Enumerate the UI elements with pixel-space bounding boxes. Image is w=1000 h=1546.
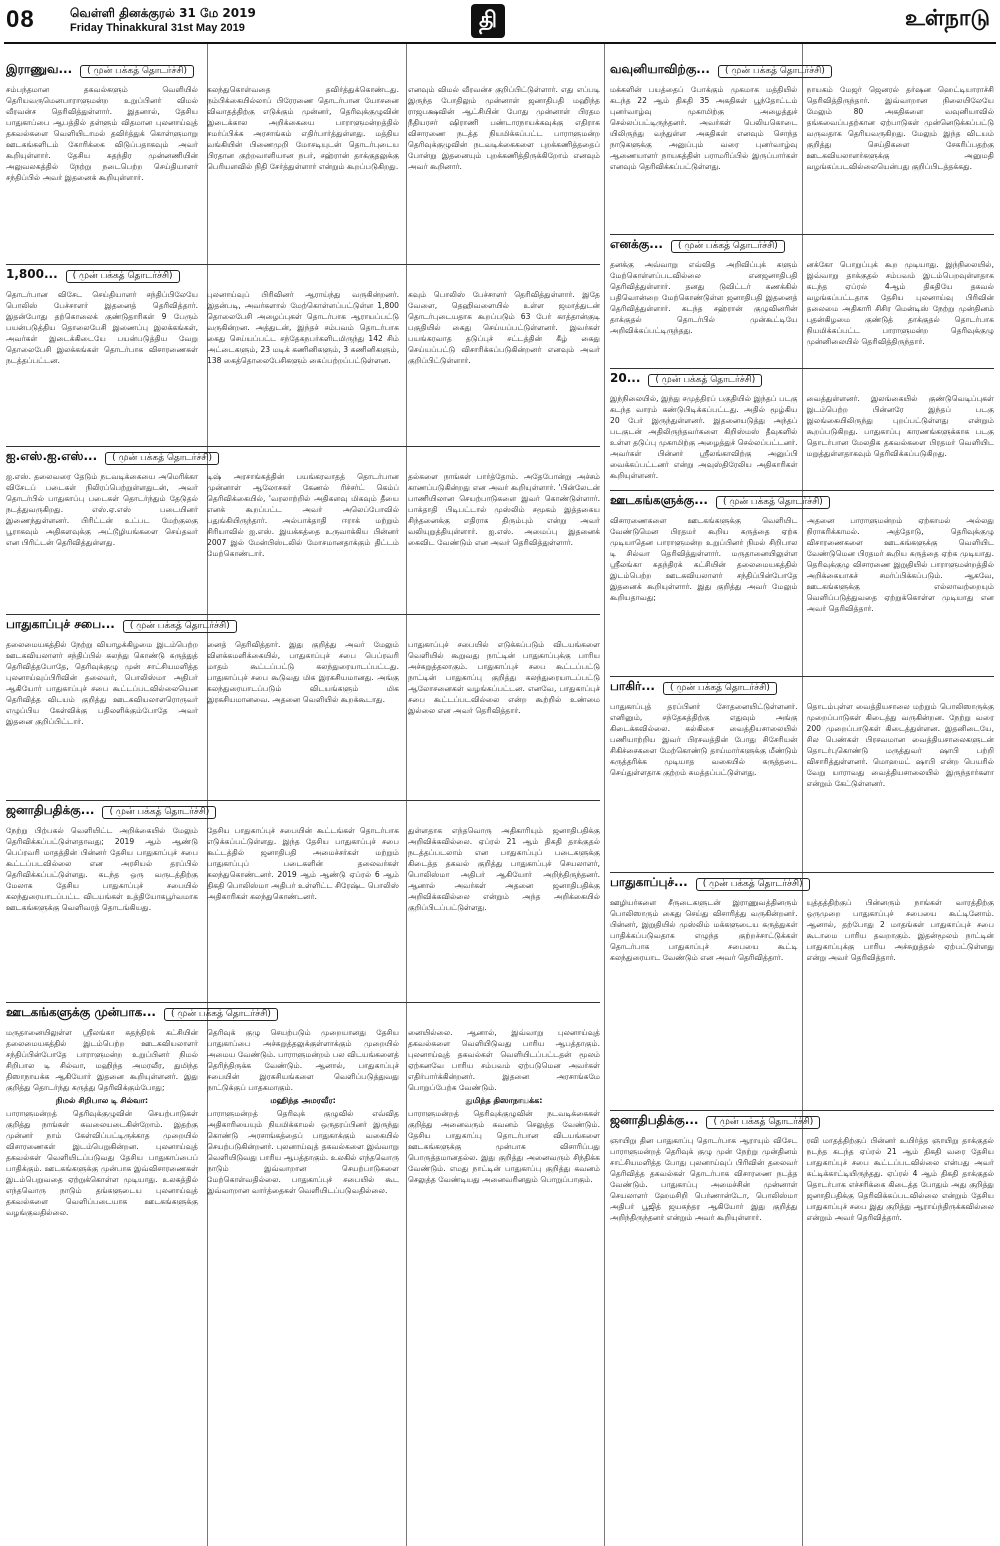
article-title: 20... (610, 371, 641, 385)
continuation-tag: ( முன் பக்கத் தொடர்ச்சி) (648, 374, 762, 387)
article-janaadhipathikku (6, 800, 600, 997)
page-number: 08 (6, 6, 35, 33)
continuation-tag: ( முன் பக்கத் தொடர்ச்சி) (123, 620, 237, 633)
article-body: எனவும் விமல் வீரவன்ச குறிப்பிட்டுள்ளார். எது எப்படி இருந்த போதிலும் முன்னாள் ஜனாதிபதி மஹிந்த ராஜபக்ஷவின் ஆட்சியின் போது முன்னாள் பிரதம நீதியரசர் ஷிராணி பண்டாரநாயக்கவுக்கு எதிராக விசாரணை நடத்த நியமிக்கப்பட்ட பாராளுமன்ற தெரிவுக்குழுவின் நடவடிக்கைகளை புறக்கணித்ததைப் போன்று இதனையும் புறக்கணித்திருக்கிறோம் எனவும் அவர் கூறினார். (408, 85, 600, 171)
article-vavuniya (610, 60, 994, 230)
article-paakir (610, 676, 994, 869)
article-title: வவுனியாவிற்கு... (610, 62, 710, 76)
article-body: தேசிய பாதுகாப்புச் சபையின் கூட்டங்கள் தொடர்பாக எடுக்கப்பட்டுள்ளது. இந்த தேசிய பாதுகாப்புச் சபை கூட்டத்தில் ஜனாதிபதி அமைச்சர்கள் மற்றும் பாதுகாப்புப் படைகளின் தலைவர்கள் கலந்துகொண்டனர். 2019 ஆம் ஆண்டு ஏப்ரல் 6 ஆம் திகதி பொலிஸ்மா அதிபர் உள்ளிட்ட சிரேஷ்ட பொலிஸ் அதிகாரிகள் கலந்துகொண்டனர். (207, 826, 399, 901)
article-body: மக்களின் பயத்தைப் போக்கும் முகமாக மத்தியில் கடந்த 22 ஆம் திகதி 35 அகதிகள் பூந்தோட்டம் புனர்வாழ்வு முகாமிற்கு அழைத்துச் செல்லப்பட்டிருந்தனர். அவர்கள் பெலியகொடை யிலிருந்து வந்துள்ள அகதிகள் எனவும் சொந்த நாடுகளுக்கு அனுப்பும் வரை புனர்வாழ்வு ஆணையாளர் நாயகத்தின் பராமரிப்பில் இருப்பார்கள் எனவும் தெரிவிக்கப்பட்டுள்ளது. (610, 85, 798, 171)
continuation-tag: ( முன் பக்கத் தொடர்ச்சி) (671, 240, 785, 253)
newspaper-logo: தி (471, 4, 505, 38)
article-body: புலனாய்வுப் பிரிவினர் ஆராய்ந்து வருகின்றனர். இதன்படி, அவர்களால் மேற்கொள்ளப்பட்டுள்ள 1,800 தொலைபேசி அழைப்புகள் தொடர்பாக ஆராயப்பட்டு வருகின்றன. அத்துடன், இந்தச் சம்பவம் தொடர்பாக கைது செய்யப்பட்ட சந்தேகநபர்களிடமிருந்து 142 சிம் அட்டைகளும், 23 மடிக் கணினிகளும், 3 கணினிகளும், 138 கைத்தொலைபேசிகளும் கைப்பற்றப்பட்டுள்ளன. (207, 290, 399, 365)
article-body: னையில்லை. ஆனால், இவ்வாறு புலனாய்வுத் தகவல்களை வெளியிடுவது பாரிய ஆபத்தாகும். புலனாய்வுத் தகவல்கள் வெளியிடப்பட்டதன் மூலம் ஏற்கனவே பாரிய சம்பவம் ஏற்படுமென அவர்கள் எதிர்பார்க்கின்றனர். இதனை அரசாங்கமே பொறுப்பேற்க வேண்டும். (408, 1028, 600, 1092)
article-body: தல்களை நாங்கள் பார்த்தோம். அதேபோன்று அச்சம் காணப்படுகின்றது என அவர் கூறியுள்ளார். 'பின்லேடன் பாணியிலான செயற்பாடுகளை இவர் கொண்டுள்ளார். பாக்தாதி பிடிபட்டால் முஸ்லிம் சமூகம் இத்தகைய சிந்தனைக்கு எதிராக திரும்பும் என்று அவர் வலியுறுத்தியுள்ளார். ஐ.எஸ். அமைப்பு இதனைக் கைவிட வேண்டும் என அவர் தெரிவித்துள்ளார். (408, 472, 600, 547)
article-body: ஊழியர்களை சீருடைகளுடன் இராணுவத்தினரும் பொலிஸாரும் கைது செய்து விசாரித்து வருகின்றனர். பின்னர், இறுதியில் முஸ்லிம் மக்களுடைய கருத்துகள் பாதிக்கப்படுவதாக எழுந்த குற்றச்சாட்டுக்கள் தொடர்பாக பாதுகாப்புச் சபையை கூட்டி கலந்துரையாட வேண்டும் என அவர் தெரிவித்தார். (610, 898, 798, 962)
article-udakangal-munbaaga (6, 1002, 600, 1543)
article-body: நாயகம் மேஜர் ஜெனரல் தர்ஷன ஹெட்டியாராச்சி தெரிவித்திருந்தார். இவ்வாறான நிலையிலேயே மேலும் 80 அகதிகளை வவுனியாவில் தங்கவைப்பதற்கான ஏற்பாடுகள் முன்னெடுக்கப்பட்டு வருவதாக தெரியவருகிறது. மேலும் இந்த விடயம் குறித்து செய்திகளை சேகரிப்பதற்கு ஊடகவியலாளர்களுக்கு அனுமதி வழங்கப்படவில்லையென்பது குறிப்பிடத்தக்கது. (806, 85, 994, 171)
article-title: எனக்கு... (610, 237, 663, 251)
masthead (0, 0, 1000, 44)
article-paadhukaappu-sabai (6, 614, 600, 795)
section-title: உள்நாடு (904, 6, 990, 31)
article-body: பாராளுமன்றத் தெரிவுக்குழுவின் செயற்பாடுகள் குறித்து நாங்கள் கவலையடைகின்றோம். இதற்கு முன்னர் நாம் கேள்விப்பட்டிருக்காத முறையில் விசாரணைகள் இடம்பெறுகின்றன. புலனாய்வுத் தகவல்கள் வெளியிடப்படுவது தேசிய பாதுகாப்பைப் பாதிக்கும். ஊடகங்களுக்கு முன்பாக இவ்விசாரணைகள் இடம்பெறுவதை ஏற்றுக்கொள்ள முடியாது. உலகத்தில் எந்தவொரு நாடும் தங்களுடைய புலனாய்வுத் தகவல்களை வெளிப்படையாக ஊடகங்களுக்கு வழங்குவதில்லை. (6, 1109, 198, 1217)
article-body: டிஷ் அரசாங்கத்தின் பயங்கரவாதத் தொடர்பான முன்னாள் ஆலோசகர் கேணல் ரிச்சர்ட் கெம்ப் தெரிவிக்கையில், 'வரலாற்றில் அதிகளவு மிகவும் தீயை எனக் கூறப்பட்ட அவர் அலெப்போவில் பதுங்கியிருந்தார். அல்பாக்தாதி ஈராக் மற்றும் சிரியாவில் ஐ.எஸ். இயக்கத்தை உருவாக்கிய பின்னர் 2007 இல் மேன்பிஸ்டலில் மோசமானதாக்கும் திட்டம் மேற்கொண்டார். (207, 472, 399, 558)
article-body: பாராளுமன்றத் தெரிவுக்குழுவின் நடவடிக்கைகள் குறித்து அனைவரும் கவனம் செலுத்த வேண்டும். தேசிய பாதுகாப்பு தொடர்பான விடயங்களை ஊடகங்களுக்கு முன்பாக விசாரிப்பது பொருத்தமானதல்ல. இது குறித்து அனைவரும் சிந்திக்க வேண்டும். எமது நாட்டின் பாதுகாப்பு குறித்து கவனம் செலுத்த வேண்டியது அனைவரினதும் பொறுப்பாகும். (408, 1109, 600, 1184)
paper-date-english: Friday Thinakkural 31st May 2019 (70, 22, 245, 34)
speaker-subhead: மஹிந்த அமரவீர: (270, 1096, 336, 1105)
article-body: பாதுகாப்புத் தரப்பினர் சோதனையிட்டுள்ளனர். எனினும், சந்தேகத்திற்கு எதுவும் அங்கு கிடைக்கவில்லை. கல்கிசை வைத்தியசாலையில் பணியாற்றிய இவர் பிரசவத்தின் போது சிசேரியன் சிகிச்சைகளை மேற்கொண்டு தாய்மார்களுக்கு மீண்டும் கருத்தரிக்க முடியாத வகையில் கருத்தடை செய்துள்ளதாக குற்றம் சுமத்தப்பட்டுள்ளது. (610, 702, 798, 777)
article-body: பாராளுமன்றத் தெரிவுக் குழுவில் எவ்வித அதிகாரியையும் நியமிக்காமல் ஒருதரப்பினர் இருந்து கொண்டு அரசாங்கத்தைப் பாதுகாக்கும் வகையில் செயற்படுகின்றனர். புலனாய்வுத் தகவல்களை இவ்வாறு வெளியிடுவது பாரிய ஆபத்தாகும். உலகில் எந்தவொரு நாடும் இவ்வாறான செயற்பாடுகளை மேற்கொள்வதில்லை. பாதுகாப்புச் சபையில் கூட இவ்வாறான வார்த்தைகள் வெளியிடப்படுவதில்லை. (207, 1109, 399, 1195)
article-body: தனக்கு அவ்வாறு எவ்வித அறிவிப்புக் களும் மேற்கொள்ளப்படவில்லை எனஜனாதிபதி தெரிவித்துள்ளார். தனது டுவிட்டர் கணக்கில் பதிவொன்றை மேற்கொண்டுள்ள ஜனாதிபதி இதனைத் தெரிவித்துள்ளார். கடந்த சஹ்ரான் குழுவினரின் தாக்குதல் தொடர்பில் முன்கூட்டியே அறிவிக்கப்பட்டிருந்தது. (610, 260, 798, 335)
article-body: துள்ளதாக எந்தவொரு அதிகாரியும் ஜனாதிபதிக்கு அறிவிக்கவில்லை. ஏப்ரல் 21 ஆம் திகதி தாக்குதல் நடத்தப்படலாம் என பாதுகாப்புப் படைகளுக்கு கிடைத்த தகவல் குறித்து பாதுகாப்புச் செயலாளர், பொலிஸ்மா அதிபர் ஆகியோர் அறிந்திருந்தனர். ஆனால் அவர்கள் அதனை ஜனாதிபதிக்கு அறிவிக்கவில்லை என்றும் அந்த அறிக்கையில் குறிப்பிடப்பட்டுள்ளது. (408, 826, 600, 912)
article-body: இந்நிலையில், இந்து சமுத்திரப் பகுதியில் இந்தப் படகு கடந்த வாரம் கண்டுபிடிக்கப்பட்டது. அதில் மூழ்கிய 20 பேர் இருந்துள்ளனர். இதனையடுத்து அந்தப் படகுடன் அதிலிருந்தவர்களை கிறிஸ்மஸ் தீவுகளில் உள்ள தடுப்பு முகாமிற்கு அழைத்துச் செல்லப்பட்டனர். அவர்கள் பின்னர் ஸ்ரீலங்காவிற்கு அனுப்பி வைக்கப்பட்டனர் என்று அவுஸ்திரேலிய அதிகாரிகள் கூறியுள்ளனர். (610, 394, 798, 480)
article-title: பாதுகாப்புச் சபை... (6, 617, 115, 631)
article-title: ஜனாதிபதிக்கு... (610, 1113, 699, 1127)
masthead-divider (4, 42, 996, 44)
continuation-tag: ( முன் பக்கத் தொடர்ச்சி) (706, 1116, 820, 1129)
article-title: 1,800... (6, 267, 58, 281)
article-body: சம்பந்தமான தகவல்களும் வெளியில் தெரியவருமெனபாராளுமன்ற உறுப்பினர் விமல் வீரவன்ச தெரிவித்துள்ளார். இதனால், தேசிய பாதுகாப்பை ஆபத்தில் தள்ளும் விதமான புலனாய்வுத் தகவல்களை வெளியிடாமல் தவிர்த்துக் கொள்ளுமாறு ஊடகங்களிடம் கோரிக்கை விடுப்பதாகவும் அவர் கூறியுள்ளார். தேசிய சுதந்திர முன்னணியின் அலுவலகத்தில் நேற்று நடைபெற்ற செய்தியாளர் சந்திப்பில் அவர் இதனைக் கூறியுள்ளார். (6, 85, 198, 182)
article-title: இராணுவ... (6, 62, 73, 76)
article-20 (610, 368, 994, 487)
article-body: பாதுகாப்புச் சபையில் எடுக்கப்படும் விடயங்களை வெளியில் கூறுவது நாட்டின் பாதுகாப்புக்கு பாரிய அச்சுறுத்தலாகும். பாதுகாப்புச் சபை கூட்டப்பட்டு நாட்டின் பாதுகாப்பு குறித்து கலந்துரையாடப்பட்டு ஆலோசனைகள் வழங்கப்பட்டன. எனவே, பாதுகாப்புச் சபை கூட்டப்படவில்லை என்ற கூற்றில் உண்மை இல்லை என அவர் தெரிவித்தார். (408, 640, 600, 715)
article-title: பாகிர்... (610, 679, 655, 693)
article-title: ஊடகங்களுக்கு முன்பாக... (6, 1005, 156, 1019)
article-body: தலைமையகத்தில் நேற்று வியாழக்கிழமை இடம்பெற்ற ஊடகவியலாளர் சந்திப்பில் கலந்து கொண்டு கருத்துத் தெரிவித்தபோதே, தெரிவுக்குழு முன் சாட்சியமளித்த புலனாய்வுப்பிரிவின் தலைவர், பொலிஸ்மா அதிபர் ஆகியோர் பாதுகாப்புச் சபை கூட்டப்படவில்லையென தெரிவித்த விடயம் குறித்து ஊடகவியலாளரொருவர் எழுப்பிய கேள்விக்கு பதிலளிக்கும்போதே அவர் இதனை குறிப்பிட்டார். (6, 640, 198, 726)
continuation-tag: ( முன் பக்கத் தொடர்ச்சி) (66, 270, 180, 283)
speaker-subhead: துமிந்த திஸாநாயக்க: (465, 1096, 543, 1105)
article-janaadhipathikku-2 (610, 1110, 994, 1543)
article-title: பாதுகாப்புச்... (610, 875, 688, 889)
article-body: ஐ.எஸ். தலைவரை தேடும் நடவடிக்கையை அமெரிக்கா விசேடப் படைகள் நிலிரப்பெற்றுள்ளதுடன், அவர் தொடர்பில் பாதுகாப்பு படைகள் தொடர்ந்தும் தேடுதல் நடத்துவருகிறது. எஸ்.ஏ.எஸ் படையினர் இணைந்துள்ளனர். பிரிட்டன் உட்பட மேற்குலகு பூராகவும் அதிகளவுக்கு அட்டூழியங்களை செய்தவர் என பிரிட்டன் தெரிவித்துள்ளது. (6, 472, 198, 547)
article-body: னைத் தெரிவித்தார். இது குறித்து அவர் மேலும் விளக்கமளிக்கையில், பாதுகாப்புச் சபை பெப்ரவரி மாதம் கூட்டப்பட்டு கலந்துரையாடப்பட்டது. பாதுகாப்புச் சபை கூடுவது மிக இரகசியமானது. அங்கு கலந்துரையாடப்படும் விடயங்களும் மிக இரகசியமானவை. அதனை வெளியில் கூறக்கூடாது. (207, 640, 399, 704)
article-body: தெரிவுக் குழு செயற்படும் முறையானது தேசிய பாதுகாப்பை அச்சுறுத்தலுக்குள்ளாக்கும் முறையில் அமைய வேண்டும். பாராளுமன்றம் பல விடயங்களைத் தெரிந்திருக்க வேண்டும். ஆனால், பாதுகாப்புச் சபையின் இரகசியங்களை வெளிப்படுத்துவது நாட்டுக்குப் பாதகமாகும். (207, 1028, 399, 1092)
article-body: கவும் பொலிஸ் பேச்சாளர் தெரிவித்துள்ளார். இதே வேளை, தெஹிவளையில் உள்ள ஜமாத்துடன் தொடர்புடையதாக கூறப்படும் 63 பேர் காத்தான்குடி பகுதியில் கைது செய்யப்பட்டுள்ளனர். இவர்கள் பயங்கரவாத தடுப்புச் சட்டத்தின் கீழ் கைது செய்யப்பட்டு விசாரிக்கப்படுகின்றனர் எனவும் அவர் குறிப்பிட்டுள்ளார். (408, 290, 600, 365)
continuation-tag: ( முன் பக்கத் தொடர்ச்சி) (80, 65, 194, 78)
paper-date-tamil: வெள்ளி தினக்குரல் 31 மே 2019 (70, 6, 256, 20)
article-body: வைத்துள்ளனர். இலங்கையில் குண்டுவெடிப்புகள் இடம்பெற்ற பின்னரே இந்தப் படகு இலங்கையிலிருந்து புறப்பட்டுள்ளது என்றும் கூறப்படுகிறது. பாதுகாப்பு காரணங்களுக்காக படகு தொடர்பான மேலதிக தகவல்களை பிரதமர் வெளியிட மறுத்துள்ளதாகவும் தெரிவிக்கப்படுகிறது. (806, 394, 994, 458)
article-title: ஊடகங்களுக்கு... (610, 493, 708, 507)
article-body: ஞாயிறு தின பாதுகாப்பு தொடர்பாக ஆராயும் விசேட பாராளுமன்றத் தெரிவுக் குழு முன் நேற்று முன்தினம் சாட்சியமளித்த போது புலனாய்வுப் பிரிவின் தலைவர் தெரிவித்த தகவல்கள் தொடர்பாக விசாரணை நடத்த வேண்டும். பாதுகாப்பு அமைச்சின் முன்னாள் செயலாளர் ஹேமசிறி பெர்ணான்டோ, பொலிஸ்மா அதிபர் பூஜித் ஜயசுந்தர ஆகியோர் இது குறித்து அறிந்திருந்தனர் என்றும் அவர் கூறியுள்ளார். (610, 1136, 798, 1222)
article-1800 (6, 264, 600, 441)
continuation-tag: ( முன் பக்கத் தொடர்ச்சி) (718, 65, 832, 78)
article-paadhukaappu (610, 872, 994, 1105)
continuation-tag: ( முன் பக்கத் தொடர்ச்சி) (164, 1008, 278, 1021)
article-body: ரவி மாதத்திற்குப் பின்னர் உயிர்த்த ஞாயிறு தாக்குதல் நடந்த கடந்த ஏப்ரல் 21 ஆம் திகதி வரை தேசிய பாதுகாப்புச் சபை கூட்டப்படவில்லை என்பது அவர் சுட்டிக்காட்டியிருந்தது. ஏப்ரல் 4 ஆம் திகதி தாக்குதல் தொடர்பாக எச்சரிக்கை கிடைத்த போதும் அது குறித்து ஜனாதிபதிக்கு தெரிவிக்கப்படவில்லை என்றும் தேசிய பாதுகாப்புச் சபை இது குறித்து ஆராய்ந்திருக்கவில்லை என்றும் அவர் தெரிவித்தார். (806, 1136, 994, 1222)
article-body: தொடர்பான விசேட செய்தியாளர் சந்திப்பிலேயே பொலிஸ் பேச்சாளர் இதனைத் தெரிவித்தார். இதன்போது தற்கொலைக் குண்டுதாரிகள் 9 பேரும் பயன்படுத்திய தொலைபேசி இணைப்பு இலக்கங்கள், அவர்கள் இடைக்கிடையே பயன்படுத்திய வேறு தொலைபேசி இலக்கங்கள் தொடர்பாக விசாரணைகள் நடத்தப்பட்டன. (6, 290, 198, 365)
speaker-subhead: நிமல் சிறிபால டி சில்வா: (55, 1096, 149, 1105)
article-isis (6, 446, 600, 609)
article-udakangalukku (610, 490, 994, 673)
article-body: யுத்தத்திற்குப் பின்னரும் நாங்கள் வாரத்திற்கு ஒருமுறை பாதுகாப்புச் சபையை கூட்டினோம். ஆனால், தற்போது 2 மாதங்கள் பாதுகாப்புச் சபை கூடாமை பாரிய தவறாகும். இதன்மூலம் நாட்டின் பாதுகாப்புக்கு பாரிய அச்சுறுத்தல் ஏற்பட்டுள்ளது என்று அவர் தெரிவித்தார். (806, 898, 994, 962)
article-body: மருதானையிலுள்ள ஸ்ரீலங்கா சுதந்திரக் கட்சியின் தலைமையகத்தில் இடம்பெற்ற ஊடகவியலாளர் சந்திப்பின்போதே பாராளுமன்ற உறுப்பினர் நிமல் சிறிபால டி சில்வா, மஹிந்த அமரவீர, துமிந்த திஸாநாயக்க ஆகியோர் இதனை கூறியுள்ளனர். இது குறித்து தொடர்ந்து கருத்து தெரிவிக்கும்போது; (6, 1028, 198, 1092)
continuation-tag: ( முன் பக்கத் தொடர்ச்சி) (716, 496, 830, 509)
column-divider (604, 44, 605, 1546)
article-body: கலந்துகொள்வதை தவிர்த்துக்கொண்டது. நம்பிக்கையில்லாப் பிரேரணை தொடர்பான யோசனை விவாதத்திற்கு எடுக்கும் முன்னர், தெரிவுக்குழுவின் இடைக்கால அறிக்கையை பாராளுமன்றத்தில் சமர்ப்பிக்க அரசாங்கம் எதிர்பார்த்துள்ளது. மத்திய வங்கியின் பிணைமுறி மோசடியுடன் தொடர்புடைய பிரதான குற்றவாளியான நபர், சஹ்ரான் தாக்குதலுக்கு பெரியளவில் நிதி சேர்த்துள்ளார் என்றும் கூறப்படுகிறது. (207, 85, 399, 171)
article-body: னக்கோ பொறுப்புக் கூற முடியாது. இந்நிலையில், இவ்வாறு தாக்குதல் சம்பவம் இடம்பெறவுள்ளதாக கடந்த ஏப்ரல் 4ஆம் திகதியே தகவல் வழங்கப்பட்டதாக தேசிய புலனாய்வு பிரிவின் தலைமை அதிகாரி சிசிர மென்டிஸ் நேற்று முன்தினம் புதன்கிழமை குண்டுத் தாக்குதல் தொடர்பாக நியமிக்கப்பட்ட பாராளுமன்ற தெரிவுக்குழு முன்னிலையில் தெரிவித்திருந்தார். (806, 260, 994, 346)
article-body: தொடம்புள்ள வைத்தியசாலை மற்றும் பொலிஸாருக்கு முறைப்பாடுகள் கிடைத்து வருகின்றன. நேற்று வரை 200 முறைப்பாடுகள் கிடைத்துள்ளன. இதனிடையே, சில பெண்கள் பிரசவமான வைத்தியசாலைகளுடன் தொடர்புகொண்டு மருத்துவர் ஷாபி பற்றி விசாரித்துள்ளனர். மொஹமட் ஷாபி என்ற பெயரில் வேறு யாராவது வைத்தியசாலையில் இருந்தார்களா என்றும் கேட்டுள்ளனர். (806, 702, 994, 788)
continuation-tag: ( முன் பக்கத் தொடர்ச்சி) (102, 806, 216, 819)
continuation-tag: ( முன் பக்கத் தொடர்ச்சி) (105, 452, 219, 465)
continuation-tag: ( முன் பக்கத் தொடர்ச்சி) (696, 878, 810, 891)
article-enakku (610, 234, 994, 365)
article-body: விசாரணைகளை ஊடகங்களுக்கு வெளியிட வேண்டுமென பிரதமர் கூறிய கருத்தை ஏற்க முடியாதென பாராளுமன்ற உறுப்பினர் நிமல் சிறிபால டி சில்வா தெரிவித்துள்ளார். மருதானையிலுள்ள ஸ்ரீலங்கா சுதந்திரக் கட்சியின் தலைமையகத்தில் இடம்பெற்ற ஊடகவியலாளர் சந்திப்பின்போதே இதனைக் கூறியுள்ளார். இது குறித்து அவர் மேலும் கூறியதாவது; (610, 516, 798, 602)
continuation-tag: ( முன் பக்கத் தொடர்ச்சி) (663, 682, 777, 695)
article-body: அதனை பாராளுமன்றம் ஏற்காமல் அல்லது நிராகரிக்காமல். அத்தோடு, தெரிவுக்குழு விசாரணைகளை ஊடகங்களுக்கு வெளியிட வேண்டுமென பிரதமர் கூறிய கருத்தை ஏற்க முடியாது. தெரிவுக்குழு விசாரணை இறுதியில் பாராளுமன்றத்தில் அறிக்கையாகச் சமர்ப்பிக்கப்படும். ஆகவே, ஊடகங்களுக்கு எல்லாவற்றையும் வெளிப்படுத்துவதை ஏற்றுக்கொள்ள முடியாது என அவர் தெரிவித்தார். (806, 516, 994, 613)
article-iraanuva (6, 60, 600, 260)
article-title: ஐ.எஸ்.ஐ.எஸ்... (6, 449, 98, 463)
article-title: ஜனாதிபதிக்கு... (6, 803, 95, 817)
article-body: நேற்று பிற்பகல் வெளியிட்ட அறிக்கையில் மேலும் தெரிவிக்கப்பட்டுள்ளதாவது; 2019 ஆம் ஆண்டு பெப்ரவரி மாதத்தின் பின்னர் தேசிய பாதுகாப்புச் சபை கூட்டப்படவில்லை என அரசியல் தரப்பில் தெரிவிக்கப்பட்டுள்ளது. கடந்த ஒரு வருடத்திற்கு மேலாக தேசிய பாதுகாப்புச் சபையில் கலந்துரையாடப்பட்ட விடயங்கள் உத்தியோகபூர்வமாக ஊடகங்களுக்கு வெளிவரத் தொடங்கியது. (6, 826, 198, 912)
